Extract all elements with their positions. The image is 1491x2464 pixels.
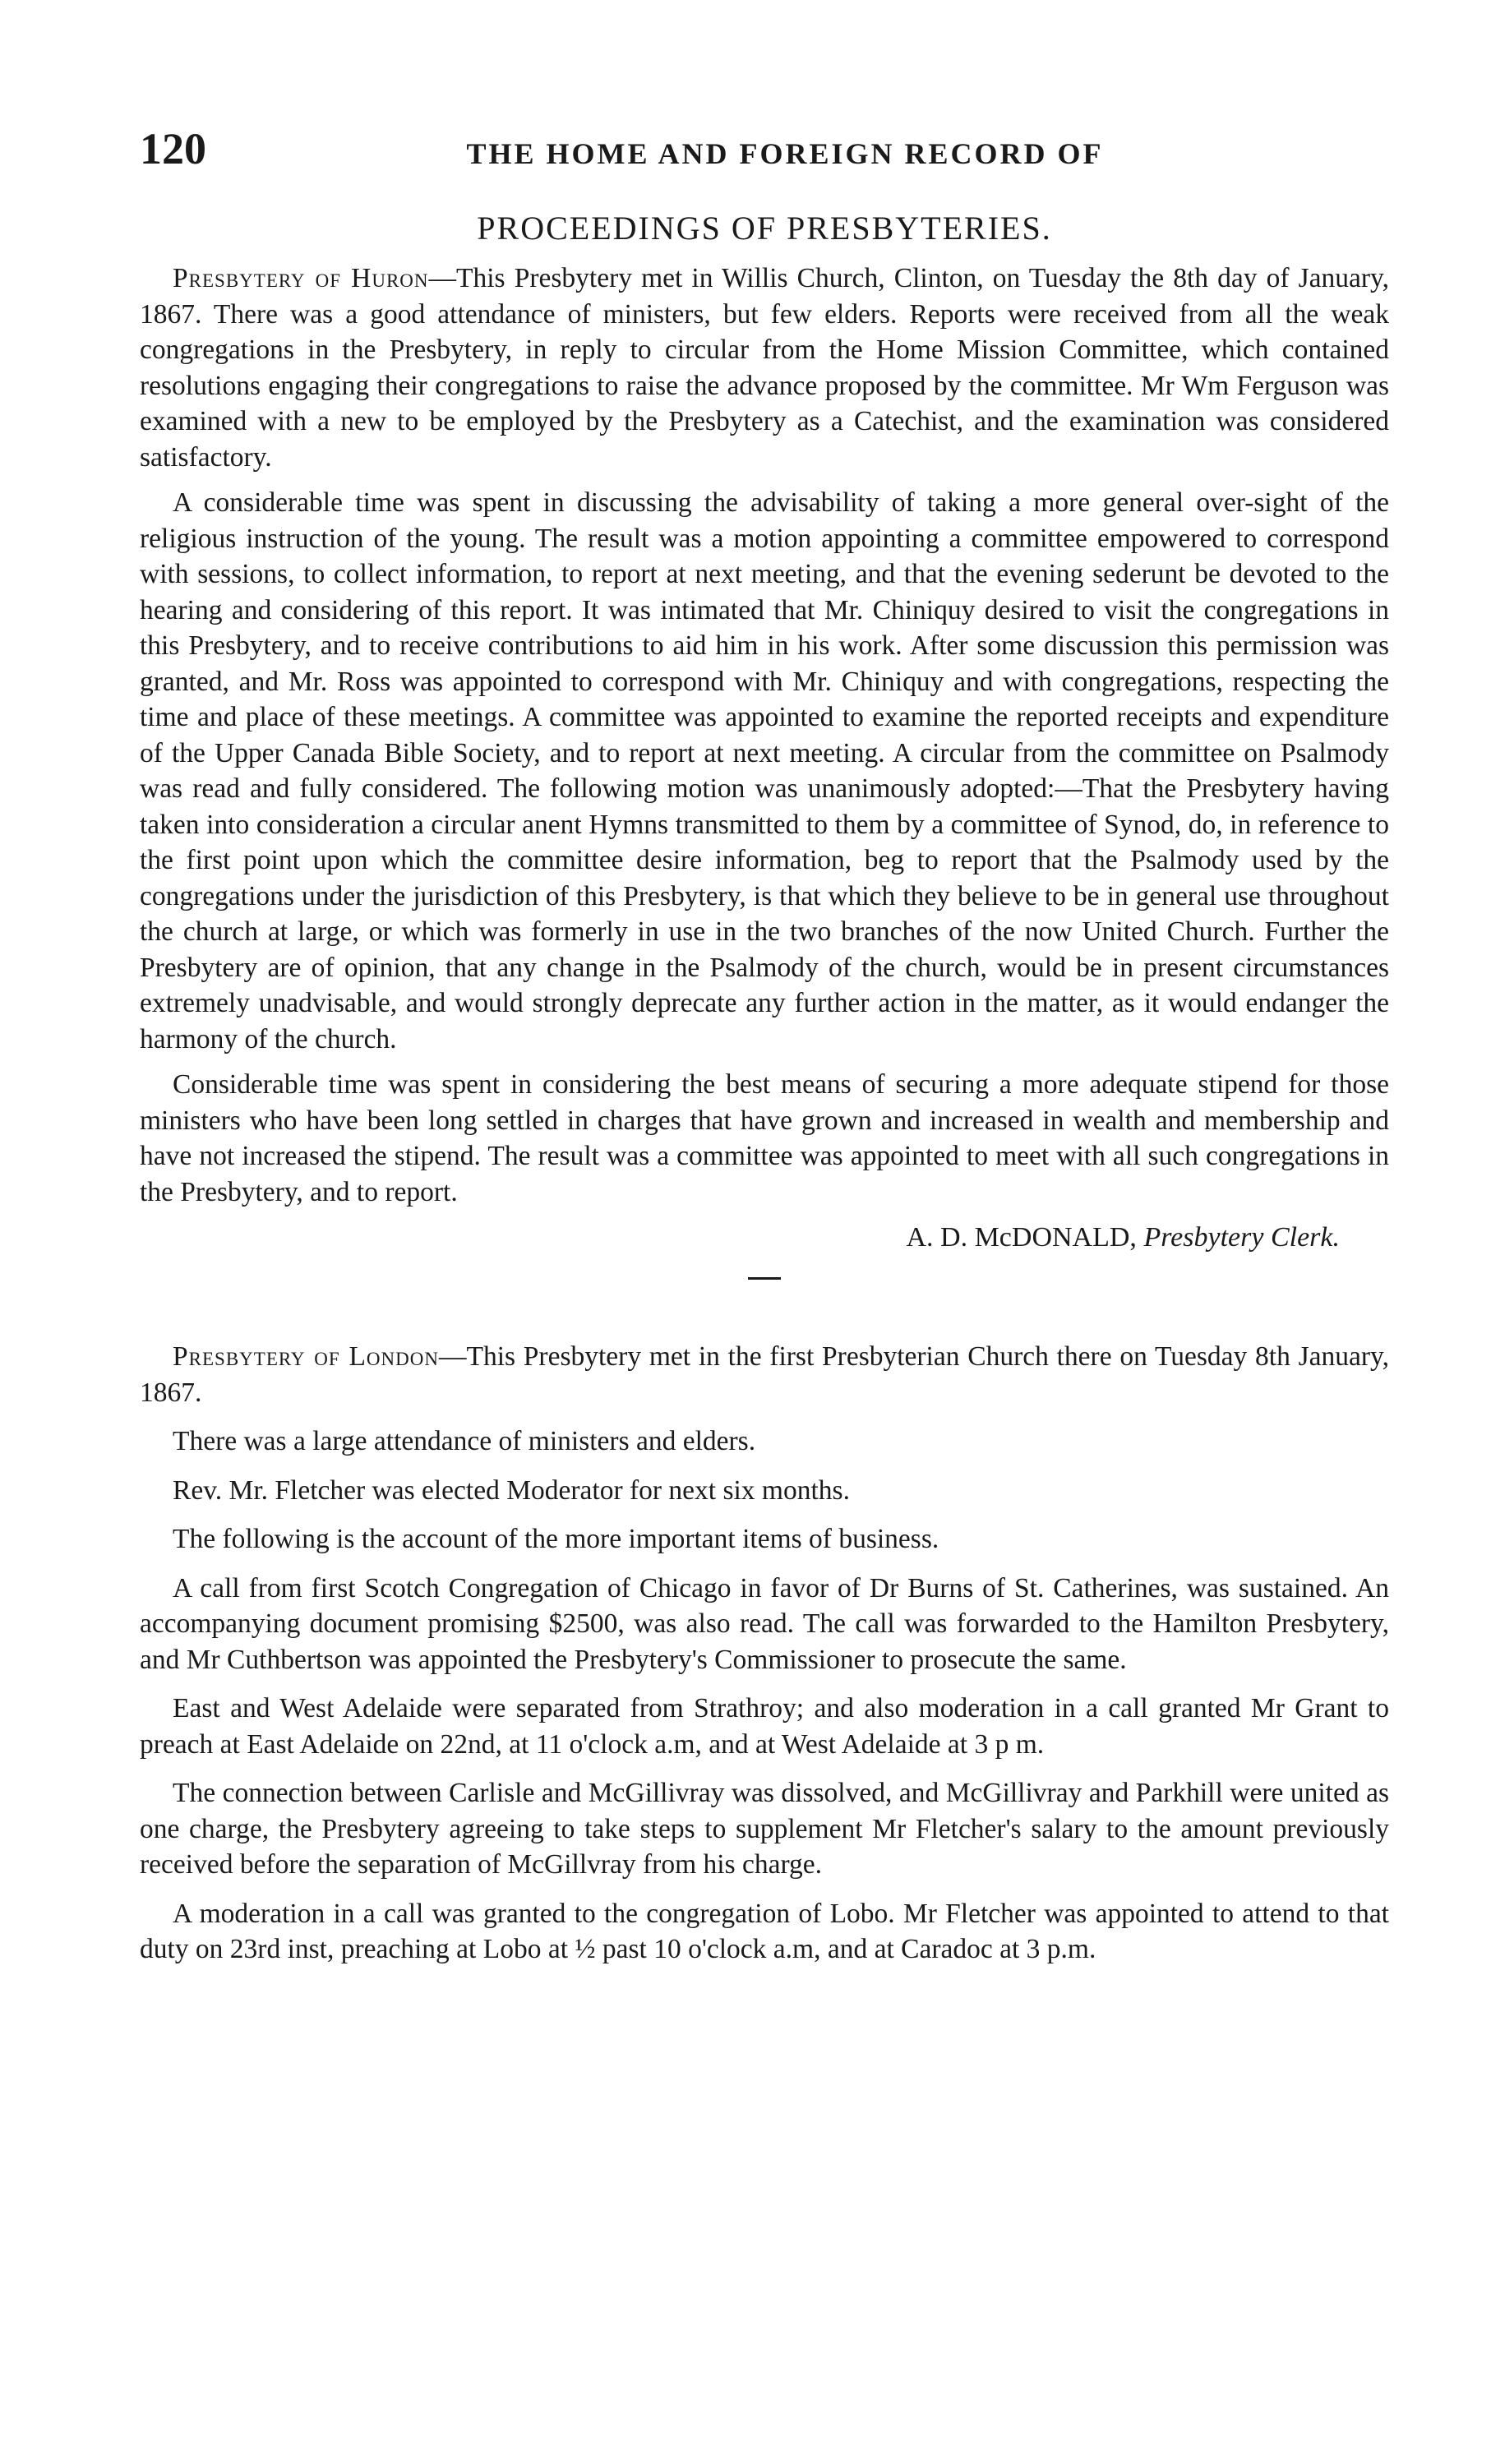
section-title-text: PROCEEDINGS OF PRESBYTERIES.: [477, 210, 1052, 247]
page-number: 120: [140, 124, 206, 173]
london-paragraph-5: A call from first Scotch Congregation of Chicago in favor of Dr Burns of St. Catherines, was sustained. An accompanying document promising $2500, was also read. The call was forwarded to the Hamilton Presbytery, and Mr Cuthbertson was appointed the Presbytery's Commissioner to prosecute the same.: [140, 1572, 1389, 1675]
signature-name: A. D. McDONALD,: [906, 1222, 1137, 1253]
london-paragraph-8: A moderation in a call was granted to the congregation of Lobo. Mr Fletcher was appointed to attend to that duty on 23rd inst, preaching at Lobo at ½ past 10 o'clock a.m, and at Caradoc at 3 p.m.: [140, 1898, 1389, 1964]
huron-report: [140, 261, 1389, 1256]
london-paragraph-3: Rev. Mr. Fletcher was elected Moderator for next six months.: [173, 1474, 850, 1506]
london-paragraph-2: There was a large attendance of ministers and elders.: [173, 1426, 756, 1456]
huron-paragraph-2: A considerable time was spent in discussing the advisability of taking a more general over-sight of the religious instruction of the young. The result was a motion appointing a committee empowered to correspond with sessions, to collect information, to report at next meeting, and that the evening sederunt be devoted to the hearing and considering of this report. It was intimated that Mr. Chiniquy desired to visit the congregations in this Presbytery, and to receive contributions to aid him in his work. After some discussion this permission was granted, and Mr. Ross was appointed to correspond with Mr. Chiniquy and with congregations, respecting the time and place of these meetings. A committee was appointed to examine the reported receipts and expenditure of the Upper Canada Bible Society, and to report at next meeting. A circular from the committee on Psalmody was read and fully considered. The following motion was unanimously adopted:—That the Presbytery having taken into consideration a circular anent Hymns transmitted to them by a committee of Synod, do, in reference to the first point upon which the committee desire information, beg to report that the Psalmody used by the congregations under the jurisdiction of this Presbytery, is that which they believe to be in general use throughout the church at large, or which was formerly in use in the two branches of the now United Church. Further the Presbytery are of opinion, that any change in the Psalmody of the church, would be in present circumstances extremely unadvisable, and would strongly deprecate any further action in the matter, as it would endanger the harmony of the church.: [140, 487, 1389, 1054]
running-head: THE HOME AND FOREIGN RECORD OF: [466, 137, 1104, 170]
huron-paragraph-1: [140, 261, 1389, 475]
page-header: [140, 123, 1389, 197]
section-divider: [748, 1277, 781, 1280]
signature-role: Presbytery Clerk.: [1143, 1222, 1340, 1253]
page: [140, 123, 1389, 1981]
section-title: [140, 209, 1389, 247]
london-heading: Presbytery of London: [173, 1341, 439, 1372]
london-paragraph-6: East and West Adelaide were separated from Strathroy; and also moderation in a call granted Mr Grant to preach at East Adelaide on 22nd, at 11 o'clock a.m, and at West Adelaide at 3 p m.: [140, 1693, 1389, 1760]
huron-signature: [140, 1220, 1340, 1256]
london-report: [140, 1339, 1389, 1968]
huron-p1-text: —This Presbytery met in Willis Church, Clinton, on Tuesday the 8th day of January, 1867. There was a good attendance of ministers, but few elders. Reports were received from all the weak congregations in the Presbytery, in reply to circular from the Home Mission Committee, which contained resolutions engaging their congregations to raise the advance proposed by the committee. Mr Wm Ferguson was examined with a new to be employed by the Presbytery as a Catechist, and the examination was considered satisfactory.: [140, 263, 1389, 473]
london-paragraph-7: The connection between Carlisle and McGillivray was dissolved, and McGillivray and Parkhill were united as one charge, the Presbytery agreeing to take steps to supplement Mr Fletcher's salary to the amount previously received before the separation of McGillvray from his charge.: [140, 1778, 1389, 1880]
huron-paragraph-3: Considerable time was spent in considering the best means of securing a more adequate stipend for those ministers who have been long settled in charges that have grown and increased in wealth and membership and have not increased the stipend. The result was a committee was appointed to meet with all such congregations in the Presbytery, and to report.: [140, 1069, 1389, 1207]
london-p1-text: —This Presbytery met in the first Presbyterian Church there on Tuesday 8th January, 1867.: [140, 1341, 1389, 1408]
london-paragraph-1: [140, 1339, 1389, 1410]
huron-heading: Presbytery of Huron: [173, 263, 429, 293]
london-paragraph-4: The following is the account of the more important items of business.: [173, 1524, 939, 1554]
